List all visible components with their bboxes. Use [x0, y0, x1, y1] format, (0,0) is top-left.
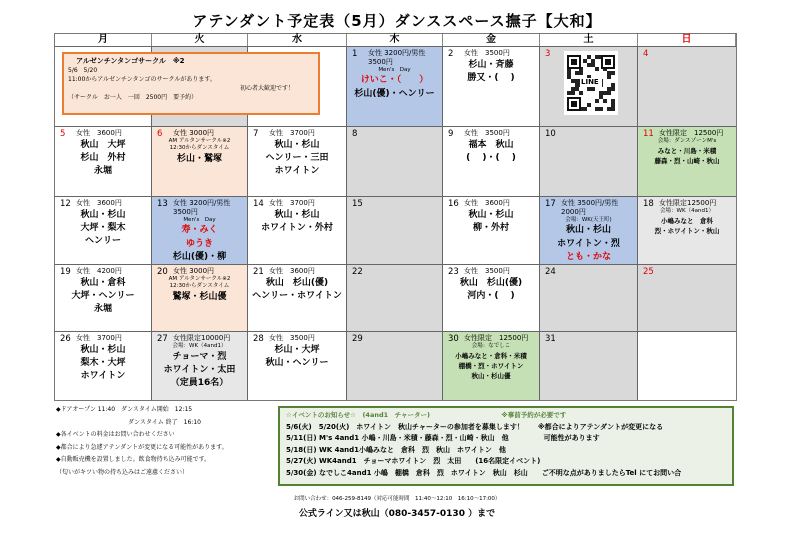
day-cell [443, 196, 540, 264]
day-number: 24 [545, 267, 556, 277]
day-number: 19 [60, 267, 71, 277]
price-label: 女性 3500円 [464, 49, 510, 57]
note-line: ◆ドアオープン 11:40 ダンスタイム開始 12:15 [56, 406, 193, 413]
attendant-names: 杉山(優)・柳 [172, 251, 227, 262]
day-number: 20 [157, 267, 168, 277]
event-line: 5/18(日) WK 4and1小嶋みなと 倉科 烈 秋山 ホワイトン 他 [286, 445, 506, 454]
price-label: 女性 4200円 [76, 267, 122, 275]
price-label: 女性 3500円 [269, 334, 315, 342]
tango-circle-notice [62, 52, 320, 115]
note-line: ◆各イベントの料金はお問い合わせください [56, 431, 175, 438]
attendant-names: 大坪・ヘンリー [71, 291, 135, 301]
day-cell [540, 331, 638, 400]
attendant-names: 秋山・ヘンリー [265, 358, 329, 368]
day-cell [152, 126, 248, 196]
event-line: 5/30(金) なでしこ4and1 小嶋 棚橋 倉科 烈 ホワイトン 秋山 杉山 ご不明な点がありましたらTel にてお問い合 [286, 468, 682, 477]
cell-note: Men's Day [183, 216, 216, 223]
attendant-names: 梨木・大坪 [80, 358, 126, 368]
day-cell [540, 196, 638, 264]
attendant-names: 烈・ホワイトン・秋山 [654, 226, 720, 235]
price-label: 女性 3200円/男性 3500円 [368, 49, 426, 66]
day-cell [347, 126, 443, 196]
price-label: 女性 3200円/男性 3500円 [173, 199, 231, 216]
day-number: 2 [448, 49, 454, 59]
attendant-names: 小嶋みなと・倉科・米積 [455, 351, 527, 360]
attendant-names: 小嶋みなと 倉科 [661, 216, 713, 225]
price-label: 女性限定 12500円 [659, 129, 724, 137]
cell-note: 会場：なでしこ [471, 342, 511, 349]
day-cell [55, 126, 152, 196]
price-label: 女性 3700円 [269, 199, 315, 207]
day-cell [638, 264, 736, 331]
weekday-header: 金 [443, 34, 540, 46]
attendant-names: 秋山 杉山(優) [265, 277, 329, 288]
attendant-names: ヘンリー・三田 [265, 153, 329, 163]
day-number: 9 [448, 129, 454, 139]
attendant-names: 柳・外村 [472, 223, 509, 233]
day-number: 6 [157, 129, 163, 139]
attendant-names: 秋山 杉山(優) [459, 277, 523, 288]
attendant-names: 福本 秋山 [468, 139, 514, 150]
event-line: 5/6(火) 5/20(火) ホワイトン 秋山チャーターの参加者を募集します！ ※都合によりアテンダントが変更になる [286, 422, 664, 431]
attendant-names: 杉山・大坪 [274, 344, 320, 355]
day-number: 13 [157, 199, 168, 209]
day-cell [347, 196, 443, 264]
price-label: 女性 3600円 [76, 199, 122, 207]
day-cell [638, 46, 736, 126]
attendant-names: 秋山・杉山 [80, 209, 126, 220]
price-label: 女性 3500円 [464, 267, 510, 275]
day-number: 28 [253, 334, 264, 344]
day-number: 5 [60, 129, 66, 139]
attendant-names: 杉山・鷲塚 [176, 153, 222, 164]
day-number: 21 [253, 267, 264, 277]
day-number: 4 [643, 49, 649, 59]
attendant-names: ホワイトン・外村 [261, 223, 333, 233]
day-cell [638, 331, 736, 400]
attendant-names: 河内・( ) [467, 291, 515, 301]
day-number: 17 [545, 199, 556, 209]
day-number: 10 [545, 129, 556, 139]
day-number: 31 [545, 334, 556, 344]
day-number: 27 [157, 334, 168, 344]
attendant-names: 大坪・梨木 [80, 223, 126, 233]
day-cell [443, 126, 540, 196]
attendant-names: 秋山・杉山 [274, 209, 320, 220]
attendant-names: 秋山・杉山 [80, 344, 126, 355]
attendant-names: ホワイトン [274, 166, 320, 177]
attendant-names: とも・かな [565, 251, 611, 262]
attendant-names: 勝又・( ) [467, 73, 515, 83]
day-cell [540, 46, 638, 126]
day-number: 8 [352, 129, 358, 139]
attendant-names: 秋山・杉山 [565, 225, 611, 236]
day-cell [638, 126, 736, 196]
day-number: 16 [448, 199, 459, 209]
cell-note: 会場：ダンスゾーンM's [657, 137, 717, 144]
price-label: 女性限定10000円 [173, 334, 231, 342]
attendant-names: けいこ・（ ） [360, 75, 429, 86]
attendant-names: 寿・みく [181, 225, 218, 236]
attendant-names: 秋山・杉山 [468, 209, 514, 220]
day-number: 29 [352, 334, 363, 344]
day-number: 7 [253, 129, 259, 139]
qr-label: LINE [581, 78, 599, 86]
attendant-names: 杉山・斉藤 [468, 59, 514, 70]
attendant-names: ヘンリー・ホワイトン [252, 291, 342, 301]
attendant-names: （定員16名） [170, 378, 229, 389]
day-cell [152, 264, 248, 331]
day-cell [347, 331, 443, 400]
attendant-names: チョーマ・烈 [172, 351, 227, 362]
day-cell [55, 264, 152, 331]
day-cell [347, 46, 443, 126]
circle-notice-line: （サークル お一人 一回 2500円 要予約） [68, 94, 198, 101]
page-title: アテンダント予定表（5月）ダンススペース撫子【大和】 [192, 12, 602, 30]
weekday-header: 土 [540, 34, 638, 46]
attendant-names: ホワイトン・烈 [557, 238, 620, 249]
attendant-names: 永堀 [93, 304, 112, 315]
weekday-header: 水 [248, 34, 347, 46]
price-label: 女性 3000円 [173, 129, 215, 137]
day-number: 30 [448, 334, 459, 344]
day-number: 12 [60, 199, 71, 209]
note-line: （匂いがキツい物の持ち込みはご遠慮ください） [56, 468, 189, 476]
price-label: 女性 3700円 [76, 334, 122, 342]
day-cell [638, 196, 736, 264]
event-notice-box [278, 406, 734, 486]
cell-note: 12:30からダンスタイム [169, 282, 230, 289]
day-cell [55, 331, 152, 400]
cell-note: Men's Day [378, 66, 411, 73]
day-cell [248, 126, 347, 196]
attendant-names: 棚橋・烈・ホワイトン [458, 361, 524, 370]
cell-note: 会場：WK（4and1） [660, 207, 714, 214]
price-label: 女性 3000円 [173, 267, 215, 275]
day-cell [540, 264, 638, 331]
note-line: ダンスタイム 終了 16:10 [56, 418, 201, 426]
day-number: 22 [352, 267, 363, 277]
event-line: ☆イベントのお知らせ☆ (4and1 チャーター) ※事前予約が必要です [286, 411, 567, 419]
attendant-names: 秋山・倉科 [80, 277, 126, 288]
cell-note: AM アルタンサークル※2 [168, 275, 231, 282]
weekday-header: 日 [638, 34, 736, 46]
cell-note: 会場：WK（4and1） [172, 342, 227, 349]
price-label: 女性 3500円/男性 2000円 [561, 199, 619, 216]
attendant-names: 秋山・杉山 [274, 139, 320, 150]
cell-note: 12:30からダンスタイム [169, 144, 230, 151]
day-cell [347, 264, 443, 331]
circle-notice-line: アルゼンチンタンゴサークル ※2 [76, 57, 185, 65]
event-line: 5/27(火) WK4and1 チョーマホワイトン 烈 太田 (16名限定イベント) [286, 457, 541, 465]
price-label: 女性限定12500円 [659, 199, 717, 207]
note-line: ◆都合により急遽アテンダントが変更になる可能性があります。 [56, 443, 228, 451]
attendant-names: ( )・( ) [466, 153, 516, 163]
circle-notice-line: 11:00からアルゼンチンタンゴのサークルがあります。 [68, 76, 216, 83]
line-qr-code-icon [564, 51, 618, 115]
circle-notice-line: 5/6 5/20 [68, 67, 98, 74]
attendant-names: 秋山 大坪 [80, 139, 126, 150]
attendant-names: 永堀 [93, 166, 112, 177]
attendant-names: 杉山(優)・ヘンリー [354, 88, 435, 99]
weekday-header: 火 [152, 34, 248, 46]
event-line: 5/11(日) M's 4and1 小嶋・川島・米積・藤森・烈・山崎・秋山 他 可能性があります [286, 434, 600, 442]
circle-notice-line: 初心者大歓迎です！ [239, 85, 294, 92]
attendant-names: ホワイトン [80, 371, 126, 382]
attendant-names: みなと・川島・米積 [657, 146, 717, 155]
day-number: 18 [643, 199, 654, 209]
note-line: ◆自動販売機を設置しました。飲食物持ち込み可能です。 [56, 456, 211, 463]
price-label: 女性 3600円 [76, 129, 122, 137]
price-label: 女性 3600円 [269, 267, 315, 275]
general-notes [56, 404, 228, 479]
day-number: 26 [60, 334, 71, 344]
cell-note: 会場：WK(天王町) [565, 216, 612, 223]
day-number: 3 [545, 49, 551, 59]
phone-contact: お問い合わせ：046-259-8149（対応可能時間 11:40～12:10 16:10～17:00） [293, 496, 501, 502]
day-cell [248, 196, 347, 264]
attendant-names: 藤森・烈・山崎・秋山 [654, 156, 720, 165]
day-number: 1 [352, 49, 358, 59]
day-cell [152, 196, 248, 264]
weekday-header: 木 [347, 34, 443, 46]
attendant-names: ヘンリー [84, 236, 121, 247]
day-cell [540, 126, 638, 196]
day-cell [443, 264, 540, 331]
attendant-names: ホワイトン・太田 [163, 364, 236, 375]
attendant-names: 杉山 外村 [80, 153, 126, 163]
attendant-names: ゆうき [185, 238, 213, 249]
attendant-names: 秋山・杉山優 [471, 371, 511, 380]
price-label: 女性限定 12500円 [464, 334, 529, 342]
day-number: 11 [643, 129, 654, 139]
day-number: 23 [448, 267, 459, 277]
price-label: 女性 3700円 [269, 129, 315, 137]
day-number: 15 [352, 199, 363, 209]
cell-note: AM アルタンサークル※2 [168, 137, 231, 144]
day-cell [55, 196, 152, 264]
attendant-names: 鷲塚・杉山優 [172, 291, 227, 302]
price-label: 女性 3500円 [464, 129, 510, 137]
day-number: 25 [643, 267, 654, 277]
line-contact: 公式ライン又は秋山（080-3457-0130 ）まで [298, 509, 496, 519]
weekday-header: 月 [55, 34, 152, 46]
day-number: 14 [253, 199, 264, 209]
day-cell [248, 264, 347, 331]
day-cell [443, 331, 540, 400]
day-cell [152, 331, 248, 400]
day-cell [248, 331, 347, 400]
price-label: 女性 3600円 [464, 199, 510, 207]
day-cell [443, 46, 540, 126]
